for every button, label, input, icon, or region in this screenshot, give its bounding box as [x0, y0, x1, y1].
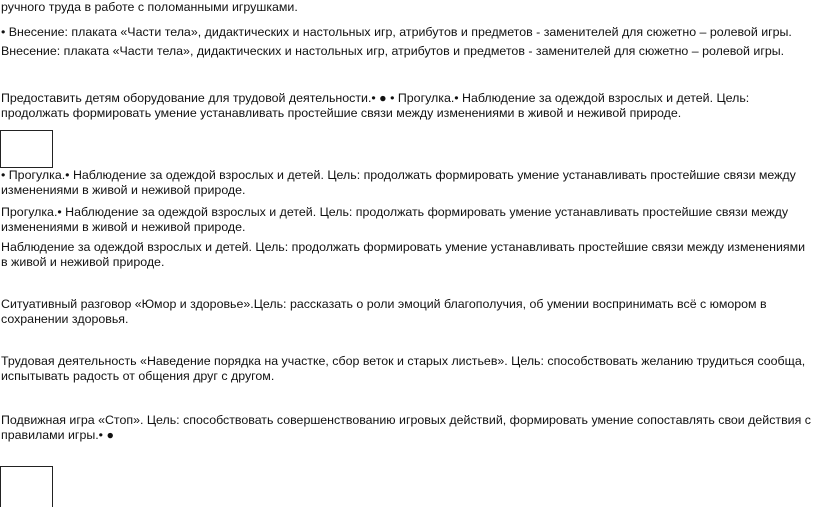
paragraph-1: ручного труда в работе с поломанными игрушками.	[1, 0, 298, 14]
paragraph-9: Трудовая деятельность «Наведение порядка на участке, сбор веток и старых листьев». Цель: способствовать желанию трудиться сообща, испытывать радость от общения друг с другом.	[1, 354, 806, 383]
paragraph-2: • Внесение: плаката «Части тела», дидактических и настольных игр, атрибутов и предметов - заменителей для сюжетно – ролевой игры.	[1, 25, 792, 39]
paragraph-4: Предоставить детям оборудование для трудовой деятельности.• ● • Прогулка.• Наблюдение за одеждой взрослых и детей. Цель: продолжать формировать умение устанавливать простейшие связи между изменениями в живой и неживой природе.	[1, 91, 750, 120]
paragraph-10: Подвижная игра «Стоп». Цель: способствовать совершенствованию игровых действий, формировать умение сопоставлять свои действия с правилами игры.• ●	[1, 413, 811, 442]
paragraph-8: Ситуативный разговор «Юмор и здоровье».Цель: рассказать о роли эмоций благополучия, об умении воспринимать всё с юмором в сохранении здоровья.	[1, 297, 767, 326]
paragraph-5: • Прогулка.• Наблюдение за одеждой взрослых и детей. Цель: продолжать формировать умение устанавливать простейшие связи между изменениями в живой и неживой природе.	[1, 168, 796, 197]
paragraph-6: Прогулка.• Наблюдение за одеждой взрослых и детей. Цель: продолжать формировать умение устанавливать простейшие связи между изменениями в живой и неживой природе.	[1, 205, 789, 234]
paragraph-7: Наблюдение за одеждой взрослых и детей. Цель: продолжать формировать умение устанавливать простейшие связи между изменениями в живой и неживой природе.	[1, 240, 806, 269]
empty-frame	[0, 130, 53, 168]
empty-frame	[0, 466, 53, 507]
paragraph-3: Внесение: плаката «Части тела», дидактических и настольных игр, атрибутов и предметов - заменителей для сюжетно – ролевой игры.	[1, 44, 785, 58]
